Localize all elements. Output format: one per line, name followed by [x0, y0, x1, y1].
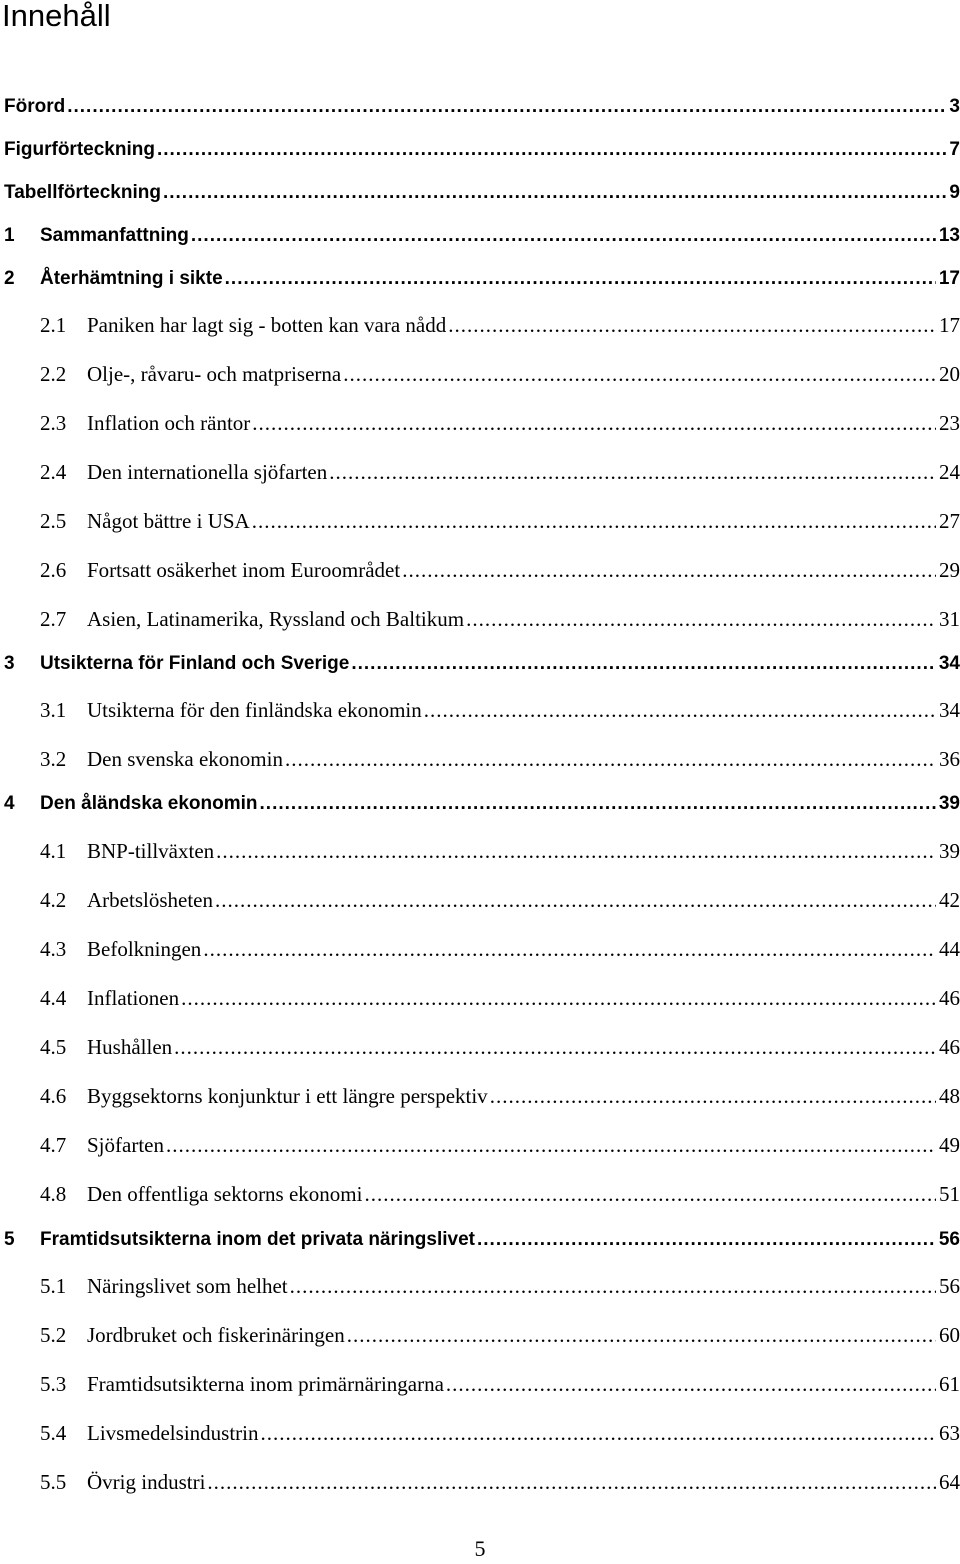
toc-entry[interactable]	[0, 839, 960, 864]
toc-entry-number: 2.7	[40, 607, 67, 631]
toc-entry-page: 13	[938, 225, 960, 246]
toc-entry-label: BNP-tillväxten	[87, 839, 215, 863]
toc-entry-number: 3.2	[40, 747, 67, 771]
toc-entry-number: 5.3	[40, 1372, 67, 1396]
toc-entry-label: Inflation och räntor	[87, 411, 251, 435]
toc-entry-label: Framtidsutsikterna inom primärnäringarna	[87, 1372, 444, 1396]
toc-entry-label: Paniken har lagt sig - botten kan vara nådd	[87, 313, 447, 337]
toc-entry[interactable]	[0, 411, 960, 436]
toc-entry-number: 2.1	[40, 313, 67, 337]
toc-entry[interactable]	[0, 1421, 960, 1446]
toc-entry[interactable]	[0, 460, 960, 485]
dot-leader	[225, 268, 936, 290]
toc-entry-page: 34	[939, 698, 960, 722]
toc-entry[interactable]	[0, 1133, 960, 1158]
toc-entry-label: Jordbruket och fiskerinäringen	[87, 1323, 345, 1347]
toc-entry-label: Den internationella sjöfarten	[87, 460, 328, 484]
dot-leader	[446, 1372, 936, 1397]
dot-leader	[252, 411, 936, 436]
toc-entry[interactable]	[0, 225, 960, 247]
toc-entry-number: 2.3	[40, 411, 67, 435]
toc-entry-label: Övrig industri	[87, 1470, 206, 1494]
dot-leader	[448, 313, 936, 338]
toc-entry-number: 5.1	[40, 1274, 67, 1298]
toc-entry-number: 2.6	[40, 558, 67, 582]
toc-entry-label: Sjöfarten	[87, 1133, 164, 1157]
toc-entry[interactable]	[0, 362, 960, 387]
toc-entry-number: 5.4	[40, 1421, 67, 1445]
dot-leader	[466, 607, 936, 632]
toc-entry-label: Asien, Latinamerika, Ryssland och Baltikum	[87, 607, 465, 631]
toc-entry-number: 2.4	[40, 460, 67, 484]
toc-entry[interactable]	[0, 937, 960, 962]
toc-entry[interactable]	[0, 747, 960, 772]
toc-entry-page: 49	[939, 1133, 960, 1157]
toc-entry-label: Framtidsutsikterna inom det privata näringslivet	[40, 1229, 475, 1250]
dot-leader	[203, 937, 936, 962]
dot-leader	[351, 653, 936, 675]
dot-leader	[163, 182, 946, 204]
toc-entry-page: 60	[939, 1323, 960, 1347]
toc-entry-page: 39	[939, 839, 960, 863]
toc-entry-page: 44	[939, 937, 960, 961]
toc-entry-label: Befolkningen	[87, 937, 202, 961]
toc-entry[interactable]	[0, 268, 960, 290]
dot-leader	[343, 362, 936, 387]
toc-entry-number: 4.3	[40, 937, 67, 961]
toc-entry-number: 3	[4, 653, 15, 674]
toc-entry-number: 2.5	[40, 509, 67, 533]
toc-entry[interactable]	[0, 986, 960, 1011]
toc-entry[interactable]	[0, 509, 960, 534]
toc-entry-label: Återhämtning i sikte	[40, 268, 223, 289]
toc-entry-page: 48	[939, 1084, 960, 1108]
toc-entry-page: 23	[939, 411, 960, 435]
toc-entry[interactable]	[0, 1372, 960, 1397]
toc-entry-page: 9	[949, 182, 960, 203]
toc-entry-page: 63	[939, 1421, 960, 1445]
dot-leader	[166, 1133, 936, 1158]
toc-entry[interactable]	[0, 558, 960, 583]
toc-entry[interactable]	[0, 1182, 960, 1207]
page-title: Innehåll	[2, 0, 111, 33]
toc-entry-page: 46	[939, 1035, 960, 1059]
toc-entry-label: Den åländska ekonomin	[40, 793, 258, 814]
toc-entry-number: 4	[4, 793, 15, 814]
toc-entry-label: Livsmedelsindustrin	[87, 1421, 259, 1445]
dot-leader	[261, 1421, 937, 1446]
toc-entry-label: Figurförteckning	[4, 139, 155, 160]
toc-entry-page: 64	[939, 1470, 960, 1494]
dot-leader	[207, 1470, 936, 1495]
toc-entry-page: 42	[939, 888, 960, 912]
toc-entry[interactable]	[0, 139, 960, 161]
toc-entry-label: Byggsektorns konjunktur i ett längre perspektiv	[87, 1084, 488, 1108]
toc-entry[interactable]	[0, 1274, 960, 1299]
toc-entry-label: Förord	[4, 96, 66, 117]
page-number: 5	[474, 1536, 486, 1561]
toc-entry-page: 3	[949, 96, 960, 117]
toc-entry[interactable]	[0, 1035, 960, 1060]
toc-entry-number: 4.1	[40, 839, 67, 863]
dot-leader	[67, 96, 946, 118]
toc-entry-label: Den offentliga sektorns ekonomi	[87, 1182, 363, 1206]
toc-entry-page: 61	[939, 1372, 960, 1396]
toc-entry[interactable]	[0, 182, 960, 204]
toc-entry-number: 1	[4, 225, 15, 246]
toc-entry-label: Tabellförteckning	[4, 182, 161, 203]
toc-entry[interactable]	[0, 96, 960, 118]
dot-leader	[216, 839, 936, 864]
toc-entry-number: 4.5	[40, 1035, 67, 1059]
toc-entry[interactable]	[0, 1229, 960, 1251]
toc-entry-number: 2.2	[40, 362, 67, 386]
toc-entry-page: 34	[938, 653, 960, 674]
toc-entry-label: Utsikterna för Finland och Sverige	[40, 653, 350, 674]
toc-entry-number: 4.4	[40, 986, 67, 1010]
toc-entry-page: 29	[939, 558, 960, 582]
dot-leader	[174, 1035, 936, 1060]
toc-entry-page: 27	[939, 509, 960, 533]
dot-leader	[260, 793, 936, 815]
toc-entry-page: 24	[939, 460, 960, 484]
dot-leader	[191, 225, 936, 247]
toc-entry-number: 2	[4, 268, 15, 289]
toc-entry-number: 5.2	[40, 1323, 67, 1347]
dot-leader	[364, 1182, 936, 1207]
toc-entry-page: 17	[938, 268, 960, 289]
toc-entry-number: 4.7	[40, 1133, 67, 1157]
toc-entry[interactable]	[0, 793, 960, 815]
toc-entry-label: Sammanfattning	[40, 225, 189, 246]
dot-leader	[347, 1323, 936, 1348]
toc-entry[interactable]	[0, 888, 960, 913]
toc-entry-label: Hushållen	[87, 1035, 173, 1059]
toc-entry-label: Olje-, råvaru- och matpriserna	[87, 362, 342, 386]
dot-leader	[157, 139, 946, 161]
dot-leader	[402, 558, 936, 583]
toc-entry-number: 5.5	[40, 1470, 67, 1494]
toc-entry[interactable]	[0, 698, 960, 723]
toc-entry-page: 7	[949, 139, 960, 160]
toc-entry[interactable]	[0, 653, 960, 675]
toc-entry-label: Utsikterna för den finländska ekonomin	[87, 698, 422, 722]
dot-leader	[252, 509, 936, 534]
dot-leader	[329, 460, 936, 485]
toc-entry-page: 20	[939, 362, 960, 386]
toc-entry[interactable]	[0, 313, 960, 338]
toc-entry-number: 4.6	[40, 1084, 67, 1108]
toc-entry-page: 56	[939, 1274, 960, 1298]
toc-entry-page: 56	[938, 1229, 960, 1250]
dot-leader	[424, 698, 936, 723]
dot-leader	[490, 1084, 936, 1109]
dot-leader	[181, 986, 936, 1011]
dot-leader	[477, 1229, 936, 1251]
dot-leader	[285, 747, 936, 772]
toc-entry-page: 46	[939, 986, 960, 1010]
dot-leader	[290, 1274, 936, 1299]
toc-entry-label: Inflationen	[87, 986, 180, 1010]
toc-entry[interactable]	[0, 607, 960, 632]
toc-entry-label: Den svenska ekonomin	[87, 747, 283, 771]
toc-entry-label: Arbetslösheten	[87, 888, 213, 912]
toc-entry-page: 51	[939, 1182, 960, 1206]
dot-leader	[215, 888, 936, 913]
toc-entry[interactable]	[0, 1470, 960, 1495]
toc-entry-page: 36	[939, 747, 960, 771]
toc-entry-number: 4.2	[40, 888, 67, 912]
toc-entry[interactable]	[0, 1323, 960, 1348]
toc-entry-number: 4.8	[40, 1182, 67, 1206]
toc-entry-label: Fortsatt osäkerhet inom Euroområdet	[87, 558, 401, 582]
toc-entry-label: Något bättre i USA	[87, 509, 250, 533]
toc-entry-label: Näringslivet som helhet	[87, 1274, 288, 1298]
toc-entry-number: 3.1	[40, 698, 67, 722]
toc-entry-page: 39	[938, 793, 960, 814]
toc-entry-number: 5	[4, 1229, 15, 1250]
toc-entry[interactable]	[0, 1084, 960, 1109]
toc-entry-page: 31	[939, 607, 960, 631]
toc-entry-page: 17	[939, 313, 960, 337]
